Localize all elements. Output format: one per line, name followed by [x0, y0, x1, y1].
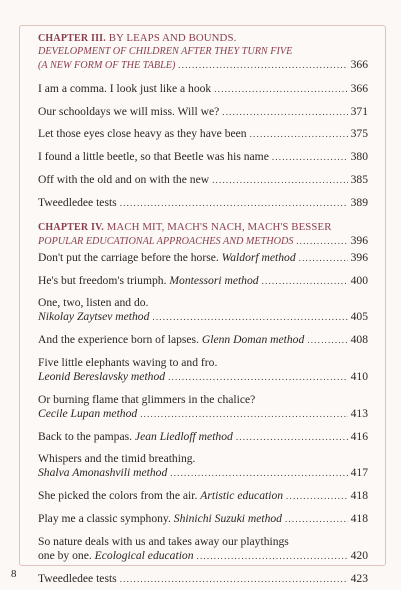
toc-entry-row: [38, 105, 368, 119]
toc-entry-row: [38, 82, 368, 96]
entry-text: Our schooldays we will miss. Will we?: [38, 104, 220, 118]
dot-leader: [120, 572, 348, 586]
page-ref: 400: [350, 273, 368, 287]
method-name: Waldorf method: [221, 250, 296, 264]
dot-leader: [299, 251, 348, 265]
table-of-contents: [38, 32, 368, 590]
chapter-heading: [38, 32, 368, 45]
toc-entry-row: [38, 150, 368, 164]
page-ref: 366: [350, 58, 368, 71]
toc-entry-title: [38, 393, 255, 406]
toc-entry[interactable]: [38, 150, 368, 164]
toc-entry-title: [38, 407, 137, 421]
toc-entry-row: [38, 430, 368, 444]
toc-entry[interactable]: [38, 452, 368, 480]
entry-text: Play me a classic symphony.: [38, 511, 174, 525]
entry-text: Or burning flame that glimmers in the chalice?: [38, 392, 256, 406]
dot-leader: [178, 58, 347, 72]
toc-entry-title: [38, 370, 165, 384]
chapter-subtitle-text: DEVELOPMENT OF CHILDREN AFTER THEY TURN FIVE: [38, 46, 293, 57]
entry-text: Whispers and the timid breathing.: [38, 452, 196, 466]
toc-entry-row: [38, 512, 368, 526]
chapter-subtitle: [38, 234, 368, 249]
toc-entry-title: [38, 274, 259, 288]
toc-entry[interactable]: [38, 105, 368, 119]
page-ref: 418: [350, 489, 368, 503]
toc-entry-row: [38, 196, 368, 210]
dot-leader: [212, 173, 348, 187]
chapter-number: CHAPTER III.: [38, 33, 106, 44]
page-ref: 385: [350, 172, 368, 186]
toc-entry-line: [38, 535, 368, 549]
page-ref: 380: [350, 150, 368, 164]
toc-entry[interactable]: [38, 572, 368, 586]
entry-text: Let those eyes close heavy as they have been: [38, 127, 247, 141]
toc-entry[interactable]: [38, 251, 368, 265]
toc-entry[interactable]: [38, 333, 368, 347]
toc-entry-row: [38, 310, 368, 324]
toc-entry-line: [38, 452, 368, 466]
toc-entry[interactable]: [38, 196, 368, 210]
toc-entry-row: [38, 370, 368, 384]
method-name: Leonid Bereslavsky method: [38, 369, 166, 383]
chapter-section: [38, 221, 368, 586]
dot-leader: [197, 549, 348, 563]
method-name: Shalva Amonashvili method: [38, 466, 168, 480]
toc-entry-title: [38, 105, 219, 119]
toc-entry[interactable]: [38, 512, 368, 526]
page-ref: 408: [350, 333, 368, 347]
dot-leader: [272, 150, 348, 164]
toc-entry-title: [38, 173, 209, 187]
entry-text: one by one.: [38, 548, 95, 562]
toc-entry-row: [38, 489, 368, 503]
toc-entry-row: [38, 173, 368, 187]
chapter-title: BY LEAPS AND BOUNDS.: [108, 32, 237, 44]
entry-text: Five little elephants waving to and fro.: [38, 355, 218, 369]
toc-entry-title: [38, 196, 117, 210]
method-name: Nikolay Zaytsev method: [38, 310, 150, 324]
entry-text: Back to the pampas.: [38, 429, 135, 443]
page-ref: 405: [350, 310, 368, 324]
toc-entry-title: [38, 512, 282, 526]
toc-entry[interactable]: [38, 393, 368, 421]
page-ref: 396: [350, 233, 368, 247]
entry-text: And the experience born of lapses.: [38, 333, 202, 347]
page-ref: 389: [350, 195, 368, 209]
entry-text: Off with the old and on with the new: [38, 172, 210, 186]
chapter-title: MACH MIT, MACH'S NACH, MACH'S BESSER: [106, 220, 332, 233]
toc-entry-row: [38, 572, 368, 586]
toc-entry-row: [38, 466, 368, 480]
dot-leader: [170, 466, 347, 480]
page-ref: 420: [350, 548, 368, 562]
page-ref: 410: [350, 369, 368, 383]
method-name: Shinichi Suzuki method: [173, 511, 282, 525]
entry-text: He's but freedom's triumph.: [38, 273, 170, 287]
toc-entry[interactable]: [38, 127, 368, 141]
toc-entry-row: [38, 251, 368, 265]
dot-leader: [140, 407, 347, 421]
chapter-subtitle-text: POPULAR EDUCATIONAL APPROACHES AND METHODS: [38, 235, 294, 247]
dot-leader: [214, 82, 347, 96]
toc-entry[interactable]: [38, 296, 368, 324]
entry-text: She picked the colors from the air.: [38, 489, 201, 503]
toc-entry-title: [38, 310, 149, 324]
toc-entry-line: [38, 393, 368, 407]
toc-entry[interactable]: [38, 489, 368, 503]
dot-leader: [152, 310, 347, 324]
page-ref: 417: [350, 466, 368, 480]
page-ref: 416: [350, 429, 368, 443]
toc-entry-title: [38, 127, 247, 141]
toc-entry-row: [38, 333, 368, 347]
dot-leader: [296, 234, 347, 248]
page-ref: 366: [350, 81, 368, 95]
dot-leader: [262, 274, 348, 288]
dot-leader: [168, 370, 348, 384]
toc-entry-title: [38, 82, 211, 96]
page-ref: 413: [350, 406, 368, 420]
page-ref: 371: [350, 104, 368, 118]
toc-entry[interactable]: [38, 356, 368, 384]
entry-text: Don't put the carriage before the horse.: [38, 250, 222, 264]
chapter-subtitle-text: (A NEW FORM OF THE TABLE): [38, 60, 176, 71]
method-name: Montessori method: [169, 273, 259, 287]
toc-entry[interactable]: [38, 82, 368, 96]
method-name: Ecological education: [94, 548, 194, 562]
toc-entry-title: [38, 549, 194, 563]
dot-leader: [222, 105, 347, 119]
page-ref: 418: [350, 511, 368, 525]
page-ref: 423: [350, 571, 368, 585]
toc-entry-title: [38, 535, 289, 548]
chapter-section: [38, 32, 368, 210]
toc-entry-row: [38, 407, 368, 421]
chapter-number: CHAPTER IV.: [38, 221, 104, 233]
toc-entry-line: [38, 356, 368, 370]
dot-leader: [286, 489, 348, 503]
toc-entry-title: [38, 452, 195, 465]
toc-entry-line: [38, 296, 368, 310]
dot-leader: [250, 127, 348, 141]
toc-entry-title: [38, 489, 283, 503]
entry-text: One, two, listen and do.: [38, 296, 149, 310]
method-name: Artistic education: [200, 489, 284, 503]
chapter-subtitle: [38, 58, 368, 73]
toc-entry-row: [38, 127, 368, 141]
dot-leader: [307, 333, 347, 347]
page-ref: 396: [350, 250, 368, 264]
page-number: 8: [11, 568, 17, 580]
dot-leader: [285, 512, 348, 526]
chapter-heading: [38, 221, 368, 234]
toc-entry-title: [38, 333, 304, 347]
method-name: Glenn Doman method: [201, 333, 305, 347]
dot-leader: [236, 430, 348, 444]
toc-entry[interactable]: [38, 430, 368, 444]
toc-entry[interactable]: [38, 173, 368, 187]
toc-entry-title: [38, 251, 296, 265]
toc-entry-title: [38, 356, 217, 369]
toc-entry-row: [38, 549, 368, 563]
toc-entry-title: [38, 296, 148, 309]
entry-text: Tweedledee tests: [38, 195, 117, 209]
entry-text: So nature deals with us and takes away our playthings: [38, 534, 289, 548]
toc-entry-title: [38, 430, 233, 444]
entry-text: Tweedledee tests: [38, 571, 117, 585]
toc-entry[interactable]: [38, 274, 368, 288]
page-ref: 375: [350, 127, 368, 141]
entry-text: I found a little beetle, so that Beetle was his name: [38, 150, 269, 164]
entry-text: I am a comma. I look just like a hook: [38, 81, 212, 95]
toc-entry-title: [38, 572, 117, 586]
toc-entry-title: [38, 466, 167, 480]
toc-entry-row: [38, 274, 368, 288]
method-name: Jean Liedloff method: [134, 429, 233, 443]
toc-entry-title: [38, 150, 269, 164]
dot-leader: [120, 196, 348, 210]
toc-entry[interactable]: [38, 535, 368, 563]
method-name: Cecile Lupan method: [38, 406, 138, 420]
